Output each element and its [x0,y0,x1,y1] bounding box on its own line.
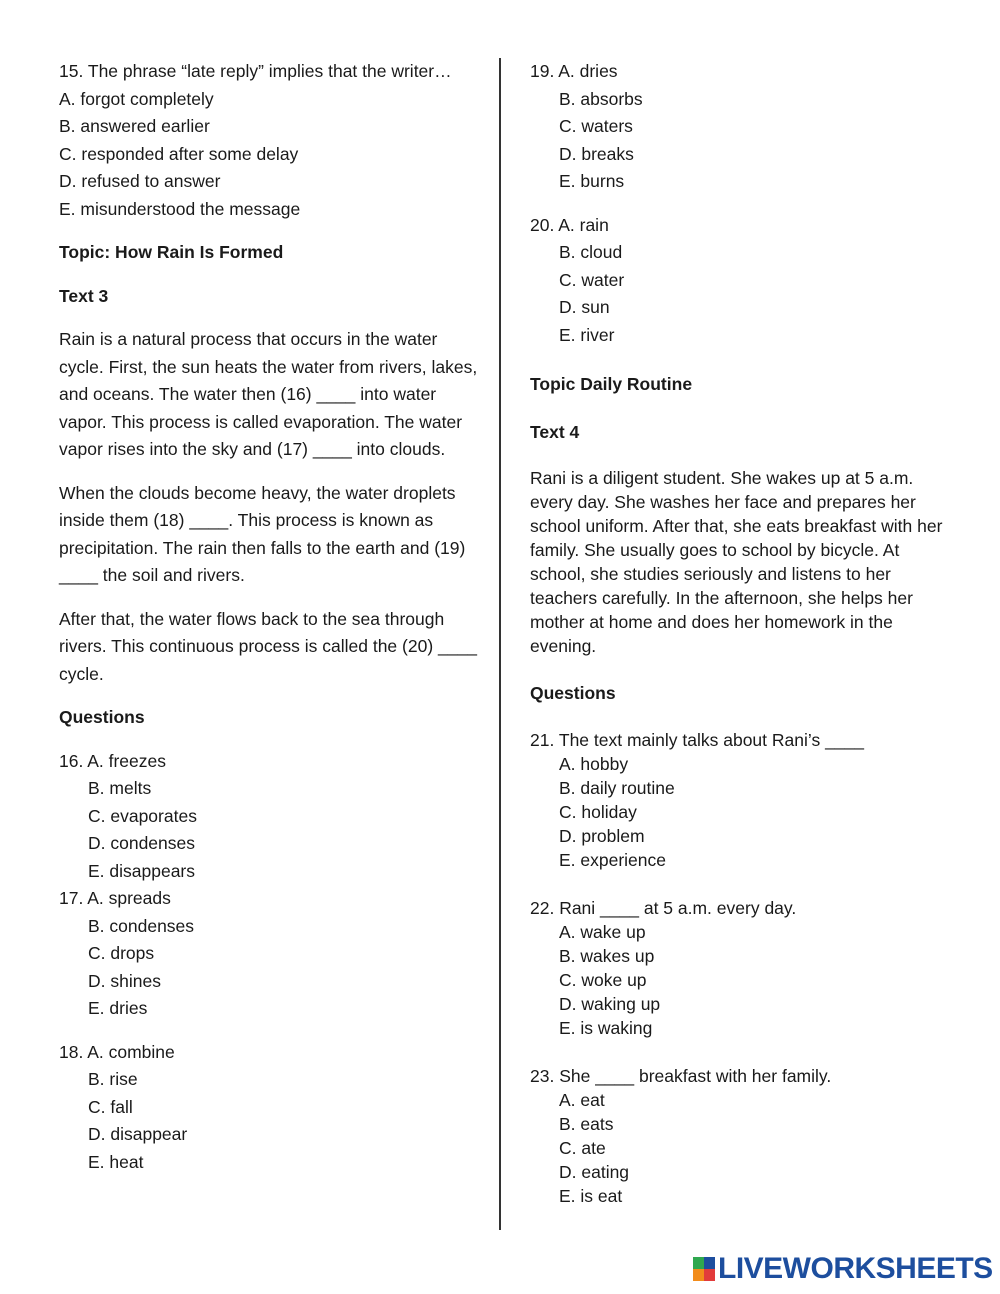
question-22-option-b: B. wakes up [559,945,655,966]
question-16 [59,748,484,886]
text-3-paragraph-3: After that, the water flows back to the sea through rivers. This continuous process is called the (20) ____ cycle. [59,608,477,684]
question-19-option-e: E. burns [559,171,625,191]
question-15-stem: 15. The phrase “late reply” implies that the writer… [59,61,452,81]
question-15-option-c: C. responded after some delay [59,143,299,164]
question-23-option-b: B. eats [559,1113,614,1134]
question-22 [530,896,950,1040]
question-15-option-a: A. forgot completely [59,88,214,109]
question-16-option-c: C. evaporates [88,805,197,826]
question-23 [530,1064,950,1208]
liveworksheets-logo-icon [693,1257,715,1281]
question-23-option-d: D. eating [559,1161,630,1182]
question-17-option-b: B. condenses [88,915,195,936]
text-3-paragraph-2: When the clouds become heavy, the water droplets inside them (18) ____. This process is known as precipitation. The rain then falls to the earth and (19) ____ the soil and rivers. [59,482,466,585]
topic-heading-rain: Topic: How Rain Is Formed [59,242,284,262]
question-15 [59,58,484,223]
question-18-option-e: E. heat [88,1151,144,1172]
question-21-option-a: A. hobby [559,753,629,774]
question-22-stem: 22. Rani ____ at 5 a.m. every day. [530,897,797,918]
left-column [59,58,484,1176]
question-22-option-d: D. waking up [559,993,661,1014]
liveworksheets-logo [693,1254,993,1284]
question-22-option-e: E. is waking [559,1017,653,1038]
question-18-option-b: B. rise [88,1069,138,1089]
liveworksheets-logo-text: LIVEWORKSHEETS [718,1252,993,1285]
question-20-option-b: B. cloud [559,242,623,262]
question-19-option-d: D. breaks [559,143,634,164]
question-15-option-b: B. answered earlier [59,116,210,136]
question-16-option-e: E. disappears [88,860,196,881]
text-3-paragraph-1: Rain is a natural process that occurs in the water cycle. First, the sun heats the water from rivers, lakes, and oceans. The water then (16) ____ into water vapor. This process is called evaporation. The water vapor rises into the sky and (17) ____ into clouds. [59,329,478,459]
column-divider [499,58,501,1230]
text-4-title: Text 4 [530,421,580,442]
question-21-option-c: C. holiday [559,801,637,822]
question-20-option-c: C. water [559,269,625,290]
question-16-option-b: B. melts [88,778,152,798]
question-23-option-a: A. eat [559,1089,605,1110]
question-20 [530,212,950,350]
question-15-option-e: E. misunderstood the message [59,198,301,219]
text-3-title: Text 3 [59,285,109,306]
text-4-paragraph: Rani is a diligent student. She wakes up at 5 a.m. every day. She washes her face and prepares her school uniform. After that, she eats breakfast with her family. She usually goes to school by bicycle. At school, she studies seriously and listens to her teachers carefully. In the afternoon, she helps her mother at home and does her homework in the evening. [530,468,943,656]
question-19 [530,58,950,196]
question-16-option-a: 16. A. freezes [59,750,167,771]
question-19-option-c: C. waters [559,116,633,136]
question-23-option-c: C. ate [559,1137,606,1158]
question-20-option-a: 20. A. rain [530,214,609,235]
question-15-option-d: D. refused to answer [59,171,221,191]
topic-heading-daily-routine: Topic Daily Routine [530,374,693,394]
question-20-option-e: E. river [559,324,615,345]
question-23-stem: 23. She ____ breakfast with her family. [530,1065,832,1086]
questions-heading-left: Questions [59,707,145,727]
question-21-option-d: D. problem [559,825,645,846]
question-17-option-d: D. shines [88,970,161,991]
question-21-option-e: E. experience [559,849,667,870]
question-18-option-a: 18. A. combine [59,1041,175,1062]
questions-heading-right: Questions [530,683,616,703]
question-19-option-a: 19. A. dries [530,61,618,81]
question-18-option-d: D. disappear [88,1124,188,1144]
question-22-option-a: A. wake up [559,921,646,942]
question-22-option-c: C. woke up [559,969,647,990]
question-20-option-d: D. sun [559,297,610,317]
question-21-stem: 21. The text mainly talks about Rani’s ____ [530,729,864,750]
question-18-option-c: C. fall [88,1096,133,1117]
question-18 [59,1039,484,1177]
question-16-option-d: D. condenses [88,833,196,853]
question-21 [530,728,950,872]
question-17 [59,885,484,1023]
right-column [530,58,950,1208]
question-17-option-a: 17. A. spreads [59,888,171,908]
question-21-option-b: B. daily routine [559,777,675,798]
question-17-option-e: E. dries [88,998,148,1018]
question-19-option-b: B. absorbs [559,88,643,109]
question-23-option-e: E. is eat [559,1185,623,1206]
question-17-option-c: C. drops [88,943,155,963]
